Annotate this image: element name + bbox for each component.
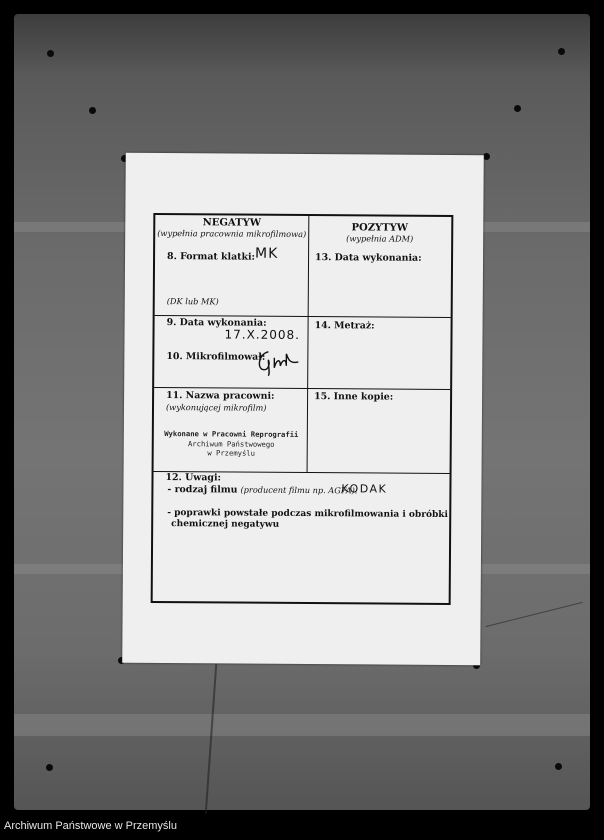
negatyw-data-wykonania-value: 17.X.2008.: [224, 327, 301, 342]
stamp-line: w Przemyślu: [207, 448, 256, 459]
pin-hole: [558, 48, 565, 55]
uwagi-label: 12. Uwagi:: [165, 472, 222, 484]
pin-hole: [47, 50, 54, 57]
stamp-line: Archiwum Państwowego: [187, 438, 275, 449]
mikrofilmowal-label: 10. Mikrofilmował:: [166, 351, 266, 363]
rodzaj-filmu-hint: (producent filmu np. AGFA):: [240, 484, 358, 496]
format-klatki-note: (DK lub MK): [166, 296, 219, 307]
workshop-stamp: [156, 429, 307, 459]
negatyw-data-wykonania-label: 9. Data wykonania:: [166, 317, 267, 329]
pin-hole: [89, 107, 96, 114]
film-band: [14, 714, 590, 736]
film-scratch: [485, 602, 582, 627]
pin-hole: [555, 763, 562, 770]
rodzaj-filmu-label: - rodzaj filmu: [167, 484, 238, 496]
format-klatki-label: 8. Format klatki:: [167, 251, 256, 263]
archive-credit: Archiwum Państwowe w Przemyślu: [4, 820, 177, 832]
metraz-label: 14. Metraż:: [314, 320, 375, 332]
pozytyw-subheading: (wypełnia ADM): [346, 233, 414, 244]
negatyw-heading: NEGATYW: [202, 217, 261, 229]
stamp-line: Wykonane w Pracowni Reprografii: [164, 429, 299, 439]
pozytyw-heading: POZYTYW: [351, 222, 409, 234]
pin-hole: [514, 105, 521, 112]
pin-hole: [483, 153, 490, 160]
inne-kopie-label: 15. Inne kopie:: [314, 391, 394, 403]
nazwa-pracowni-sub: (wykonującej mikrofilm): [165, 402, 267, 413]
signature: [254, 348, 304, 378]
chemicznej-line: chemicznej negatywu: [171, 519, 280, 530]
nazwa-pracowni-label: 11. Nazwa pracowni:: [166, 390, 275, 402]
rodzaj-filmu-value: KODAK: [341, 482, 388, 496]
microfilm-record-form: [151, 213, 454, 605]
format-klatki-value: MK: [255, 245, 279, 262]
document-sheet: [122, 153, 484, 665]
negatyw-subheading: (wypełnia pracownia mikrofilmowa): [157, 227, 307, 240]
form-divider: [307, 216, 310, 472]
rodzaj-filmu-line: [167, 485, 357, 497]
pozytyw-data-wykonania-label: 13. Data wykonania:: [315, 252, 422, 264]
poprawki-line: - poprawki powstałe podczas mikrofilmowania i obróbki: [167, 508, 448, 521]
pin-hole: [46, 764, 53, 771]
film-scratch: [205, 664, 217, 814]
